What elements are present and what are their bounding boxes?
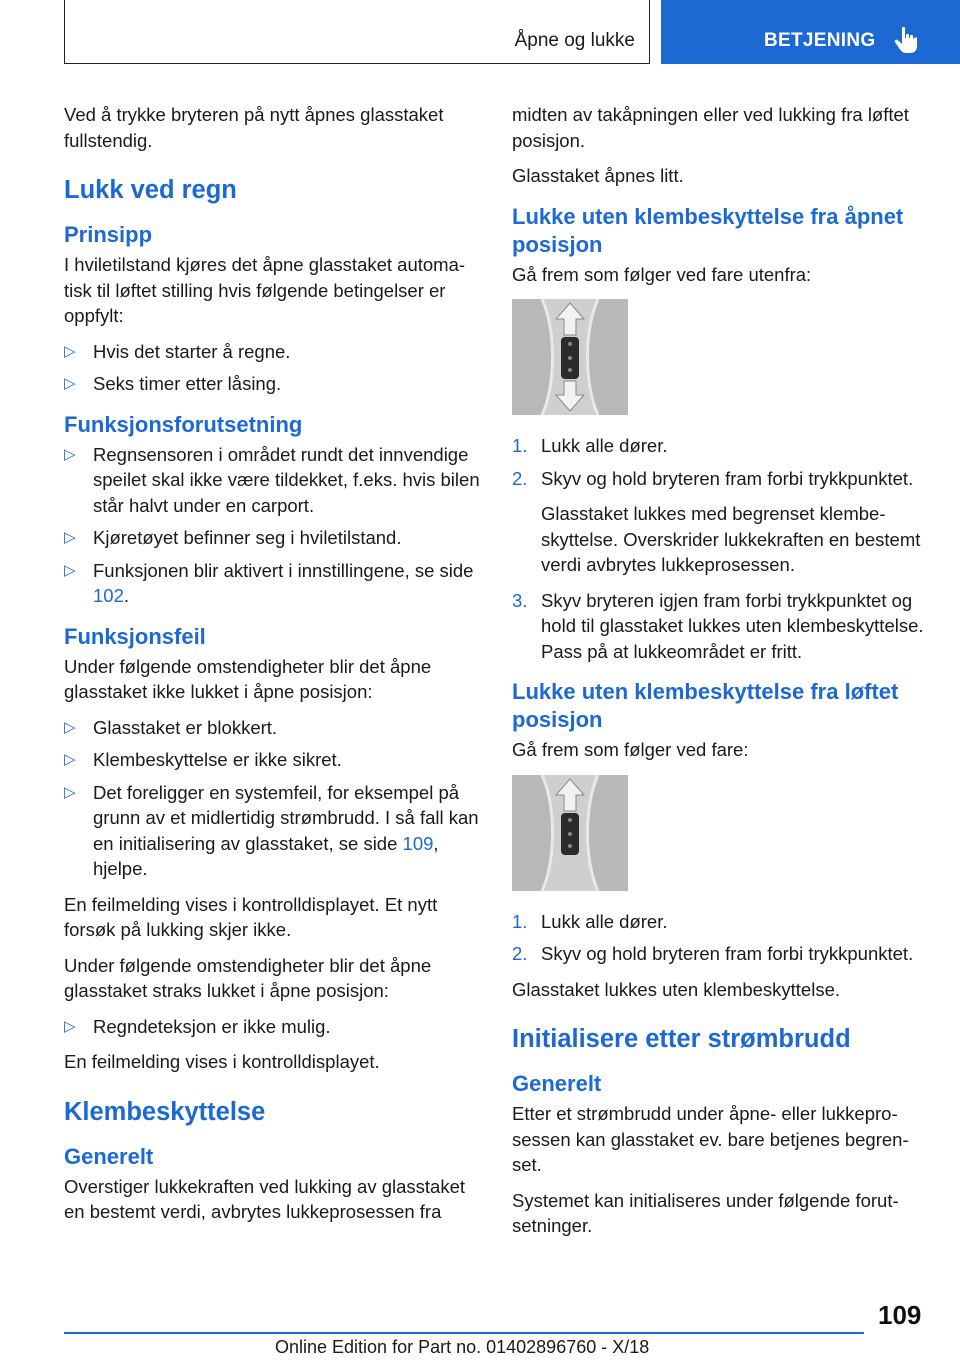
- list-item: ▷ Seks timer etter låsing.: [64, 371, 484, 397]
- fault-list: [64, 715, 484, 882]
- close-from-lifted-intro: Gå frem som følger ved fare:: [512, 739, 749, 760]
- list-item: ▷ Det foreligger en systemfeil, for eksempel på grunn av et midlertidig strømbrudd. I så fall kan en initialisering av glasstaket, se side 109, hjelpe.: [64, 781, 479, 879]
- bullet-triangle-icon: ▷: [64, 718, 76, 736]
- close-from-open-heading: Lukke uten klembeskyttelse fra åpnet posisjon: [512, 203, 904, 257]
- bullet-triangle-icon: ▷: [64, 561, 76, 579]
- continued-text: midten av takåpningen eller ved lukking fra løftet posisjon.: [512, 104, 909, 151]
- step-2-detail: Glasstaket lukkes med begrenset klembeskyttelse. Overskrider lukkekraften en bestemt verdi avbrytes lukkeprosessen.: [541, 503, 921, 575]
- header-section-title: Åpne og lukke: [514, 30, 635, 51]
- list-item: ▷ Regndeteksjon er ikke mulig.: [64, 1014, 484, 1040]
- roof-switch-illustration-2: [512, 775, 628, 891]
- fault-list-2: [64, 1014, 484, 1040]
- fault-text-2: Under følgende omstendigheter blir det åpne glasstaket straks lukket i åpne posisjon:: [64, 954, 432, 1001]
- list-item: ▷ Glasstaket er blokkert.: [64, 715, 484, 741]
- bullet-triangle-icon: ▷: [64, 1017, 76, 1035]
- list-item: ▷ Regnsensoren i området rundt det innvendige speilet skal ikke være tildekket, f.eks. hvis bilen står halvt under en carport.: [64, 443, 480, 516]
- fault-message-2: En feilmelding vises i kontrolldisplayet.: [64, 1051, 380, 1072]
- list-item: ▷ Hvis det starter å regne.: [64, 339, 484, 365]
- footer-edition: Online Edition for Part no. 01402896760 - X/18: [275, 1337, 650, 1357]
- bullet-triangle-icon: ▷: [64, 375, 76, 392]
- init-text-2: Systemet kan initialiseres under følgende forutsetninger.: [512, 1189, 899, 1236]
- left-column: [64, 102, 484, 1235]
- principle-list: [64, 339, 484, 397]
- list-item: 2. Skyv og hold bryteren fram forbi trykkpunktet.: [512, 467, 914, 489]
- page-link-102[interactable]: 102: [93, 585, 124, 606]
- init-heading: Initialisere etter strømbrudd: [512, 1025, 851, 1053]
- header-chapter-title: BETJENING: [764, 30, 876, 51]
- rain-close-heading: Lukk ved regn: [64, 176, 237, 204]
- init-text-1: Etter et strømbrudd under åpne- eller lukkeprosessen kan glasstaket ev. bare betjenes begrenset.: [512, 1103, 909, 1175]
- footer-divider: [64, 1332, 864, 1334]
- roof-switch-illustration: [512, 299, 628, 415]
- principle-text: I hviletilstand kjøres det åpne glasstaket automatisk til løftet stilling hvis følgende betingelser er oppfylt:: [64, 254, 466, 326]
- general-text: Overstiger lukkekraften ved lukking av glasstaket en bestemt verdi, avbrytes lukkeprosessen fra: [64, 1175, 466, 1222]
- fault-message-1: En feilmelding vises i kontrolldisplayet. Et nytt forsøk på lukking skjer ikke.: [64, 893, 438, 940]
- requirement-heading: Funksjonsforutsetning: [64, 411, 303, 437]
- bullet-triangle-icon: ▷: [64, 342, 76, 360]
- list-item: ▷ Klembeskyttelse er ikke sikret.: [64, 747, 484, 773]
- bullet-triangle-icon: ▷: [64, 529, 76, 546]
- close-from-lifted-result: Glasstaket lukkes uten klembeskyttelse.: [512, 978, 841, 1000]
- init-general-heading: Generelt: [512, 1071, 602, 1096]
- bullet-triangle-icon: ▷: [64, 751, 76, 768]
- list-item: ▷ Funksjonen blir aktivert i innstillingene, se side 102.: [64, 559, 474, 606]
- requirement-list: [64, 442, 484, 609]
- fault-text: Under følgende omstendigheter blir det åpne glasstaket ikke lukket i åpne posisjon:: [64, 655, 432, 702]
- close-from-open-intro: Gå frem som følger ved fare utenfra:: [512, 263, 812, 285]
- close-from-open-steps-cont: [512, 588, 932, 665]
- general-heading: Generelt: [64, 1143, 154, 1169]
- list-item: 2. Skyv og hold bryteren fram forbi trykkpunktet.: [512, 943, 914, 964]
- header-section-box: [64, 0, 650, 64]
- fault-heading: Funksjonsfeil: [64, 623, 206, 649]
- pinch-protection-heading: Klembeskyttelse: [64, 1097, 266, 1126]
- close-from-open-steps: [512, 433, 932, 491]
- page-link-109[interactable]: 109: [402, 832, 434, 854]
- close-from-lifted-steps: [512, 909, 932, 967]
- bullet-triangle-icon: ▷: [64, 783, 76, 801]
- bullet-triangle-icon: ▷: [64, 445, 76, 463]
- close-from-lifted-heading: Lukke uten klembeskyttelse fra løftet posisjon: [512, 679, 899, 732]
- intro-paragraph: Ved å trykke bryteren på nytt åpnes glasstaket fullstendig.: [64, 104, 444, 151]
- continued-text-2: Glasstaket åpnes litt.: [512, 165, 684, 186]
- list-item: 1. Lukk alle dører.: [512, 910, 668, 932]
- list-item: 3. Skyv bryteren igjen fram forbi trykkpunktet og hold til glasstaket lukkes uten klembeskyttelse. Pass på at lukkeområdet er fritt.: [512, 589, 924, 662]
- right-column: [512, 102, 932, 1249]
- hand-pointer-icon: [893, 25, 921, 55]
- page-number: 109: [878, 1300, 922, 1330]
- list-item: ▷ Kjøretøyet befinner seg i hviletilstand.: [64, 525, 484, 551]
- list-item: 1. Lukk alle dører.: [512, 435, 668, 456]
- principle-heading: Prinsipp: [64, 222, 153, 247]
